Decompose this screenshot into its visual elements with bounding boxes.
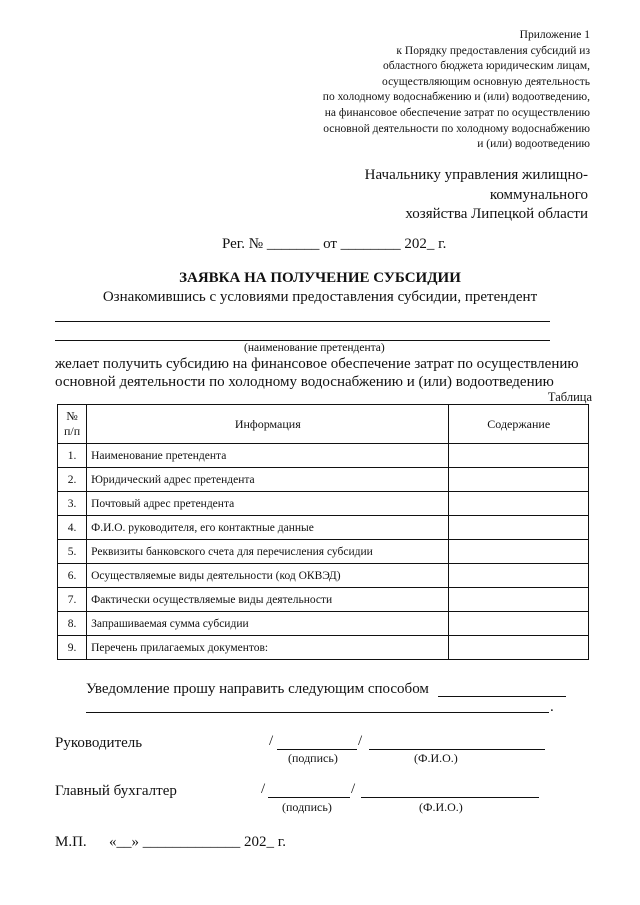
signature-slash: / (358, 733, 363, 749)
row-information: Осуществляемые виды деятельности (код ОКВЭД) (87, 564, 449, 588)
stamp-label: М.П. (55, 834, 87, 850)
row-content-cell[interactable] (449, 612, 589, 636)
appendix-line: областного бюджета юридическим лицам, (383, 60, 590, 73)
accountant-name-line[interactable] (361, 797, 539, 798)
table-row (58, 540, 589, 564)
purpose-line: основной деятельности по холодному водоснабжению и (или) водоотведению (55, 374, 554, 390)
notification-method-line[interactable] (438, 696, 566, 697)
addressee-block (365, 166, 588, 225)
notification-method-line-2[interactable] (86, 712, 549, 713)
row-number: 2. (58, 468, 87, 492)
appendix-line: Приложение 1 (519, 29, 590, 41)
appendix-line: к Порядку предоставления субсидий из (396, 44, 590, 57)
row-information: Наименование претендента (87, 444, 449, 468)
header-number (58, 405, 87, 444)
table-row (58, 492, 589, 516)
document-title: ЗАЯВКА НА ПОЛУЧЕНИЕ СУБСИДИИ (179, 270, 461, 286)
head-name-caption: (Ф.И.О.) (414, 751, 458, 765)
row-number: 3. (58, 492, 87, 516)
header-information: Информация (87, 405, 449, 444)
table-row (58, 612, 589, 636)
header-content: Содержание (449, 405, 589, 444)
row-information: Фактически осуществляемые виды деятельности (87, 588, 449, 612)
appendix-line: по холодному водоснабжению и (или) водоотведению, (322, 91, 590, 104)
purpose-line: желает получить субсидию на финансовое обеспечение затрат по осуществлению (55, 356, 579, 372)
applicant-name-line (55, 340, 550, 341)
table-row (58, 516, 589, 540)
row-content-cell[interactable] (449, 468, 589, 492)
row-content-cell[interactable] (449, 516, 589, 540)
row-content-cell[interactable] (449, 588, 589, 612)
appendix-line: и (или) водоотведению (477, 138, 590, 151)
application-table (57, 404, 589, 660)
signature-slash: / (351, 781, 356, 797)
row-content-cell[interactable] (449, 564, 589, 588)
row-number: 1. (58, 444, 87, 468)
table-header-row (58, 405, 589, 444)
appendix-line: основной деятельности по холодному водоснабжению (323, 122, 590, 135)
row-information: Юридический адрес претендента (87, 468, 449, 492)
appendix-block (323, 28, 590, 153)
signature-slash: / (269, 733, 274, 749)
row-content-cell[interactable] (449, 636, 589, 660)
row-number: 7. (58, 588, 87, 612)
appendix-line: осуществляющим основную деятельность (382, 75, 590, 88)
notification-text: Уведомление прошу направить следующим способом (86, 681, 429, 697)
accountant-label: Главный бухгалтер (55, 783, 177, 799)
purpose-text (55, 355, 595, 391)
row-information: Реквизиты банковского счета для перечисления субсидии (87, 540, 449, 564)
row-content-cell[interactable] (449, 444, 589, 468)
addressee-line: коммунального (489, 186, 588, 203)
row-number: 6. (58, 564, 87, 588)
table-row (58, 588, 589, 612)
registration-line: Рег. № _______ от ________ 202_ г. (222, 236, 447, 252)
row-content-cell[interactable] (449, 540, 589, 564)
addressee-line: Начальнику управления жилищно- (364, 167, 588, 183)
row-number: 5. (58, 540, 87, 564)
table-row (58, 468, 589, 492)
table-row (58, 636, 589, 660)
applicant-name-line (55, 321, 550, 322)
accountant-signature-caption: (подпись) (282, 800, 332, 814)
head-signature-caption: (подпись) (288, 751, 338, 765)
table-label: Таблица (547, 390, 592, 404)
row-information: Ф.И.О. руководителя, его контактные данные (87, 516, 449, 540)
head-signature-line[interactable] (277, 749, 357, 750)
signature-slash: / (261, 781, 266, 797)
head-label: Руководитель (55, 735, 143, 751)
row-information: Запрашиваемая сумма субсидии (87, 612, 449, 636)
row-number: 8. (58, 612, 87, 636)
row-number: 4. (58, 516, 87, 540)
header-number-abbr: п/п (63, 424, 81, 438)
intro-text: Ознакомившись с условиями предоставления субсидии, претендент (102, 289, 538, 305)
table-row (58, 564, 589, 588)
applicant-caption: (наименование претендента) (244, 342, 385, 354)
head-name-line[interactable] (369, 749, 545, 750)
header-number-sign: № (66, 409, 78, 423)
accountant-signature-line[interactable] (268, 797, 350, 798)
row-information: Перечень прилагаемых документов: (87, 636, 449, 660)
stamp-date[interactable]: «__» _____________ 202_ г. (109, 834, 286, 850)
table-row (58, 444, 589, 468)
appendix-line: на финансовое обеспечение затрат по осуществлению (324, 106, 590, 119)
notification-end-mark: . (550, 699, 554, 715)
row-number: 9. (58, 636, 87, 660)
accountant-name-caption: (Ф.И.О.) (419, 800, 463, 814)
row-content-cell[interactable] (449, 492, 589, 516)
row-information: Почтовый адрес претендента (87, 492, 449, 516)
addressee-line: хозяйства Липецкой области (405, 206, 588, 222)
